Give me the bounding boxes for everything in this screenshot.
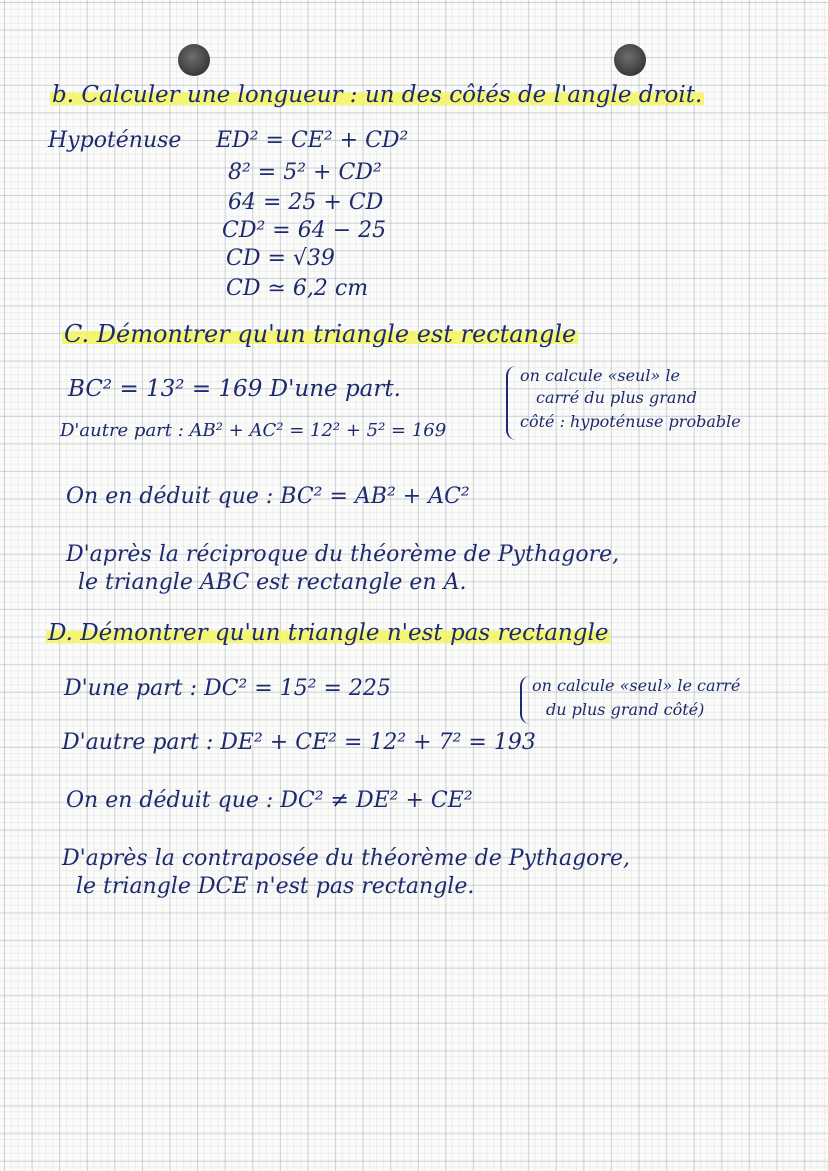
- calc-line-2: 8² = 5² + CD²: [228, 160, 382, 185]
- calc-line-1: ED² = CE² + CD²: [216, 128, 409, 153]
- punch-hole-left: [178, 44, 210, 76]
- section-d-line-4: D'après la contraposée du théorème de Pythagore,: [62, 846, 630, 871]
- section-d-note-2: du plus grand côté): [546, 700, 705, 719]
- section-c-line-1: BC² = 13² = 169 D'une part.: [68, 376, 401, 402]
- hypotenuse-label: Hypoténuse: [48, 128, 182, 153]
- section-d-line-3: On en déduit que : DC² ≠ DE² + CE²: [66, 788, 473, 813]
- section-c-line-3: On en déduit que : BC² = AB² + AC²: [66, 484, 470, 509]
- section-c-note-bracket: [506, 366, 518, 440]
- section-c-line-2: D'autre part : AB² + AC² = 12² + 5² = 169: [60, 420, 447, 441]
- section-c-title: C. Démontrer qu'un triangle est rectangle: [64, 320, 577, 348]
- section-c-note-1: on calcule «seul» le: [520, 366, 680, 385]
- section-d-title: D. Démontrer qu'un triangle n'est pas rectangle: [48, 620, 609, 646]
- section-c-note-3: côté : hypoténuse probable: [520, 412, 741, 431]
- section-d-line-1: D'une part : DC² = 15² = 225: [64, 676, 391, 701]
- calc-line-6: CD ≃ 6,2 cm: [226, 276, 369, 301]
- section-d-line-2: D'autre part : DE² + CE² = 12² + 7² = 193: [62, 730, 536, 755]
- section-c-note-2: carré du plus grand: [536, 388, 697, 407]
- calc-line-3: 64 = 25 + CD: [228, 190, 384, 215]
- section-b-title: b. Calculer une longueur : un des côtés de l'angle droit.: [52, 82, 703, 108]
- section-d-note-bracket: [520, 676, 532, 724]
- punch-hole-right: [614, 44, 646, 76]
- section-c-line-4: D'après la réciproque du théorème de Pythagore,: [66, 542, 620, 567]
- section-d-line-5: le triangle DCE n'est pas rectangle.: [76, 874, 475, 899]
- section-d-note-1: on calcule «seul» le carré: [532, 676, 741, 695]
- calc-line-4: CD² = 64 − 25: [222, 218, 387, 243]
- section-c-line-5: le triangle ABC est rectangle en A.: [78, 570, 467, 595]
- calc-line-5: CD = √39: [226, 246, 335, 271]
